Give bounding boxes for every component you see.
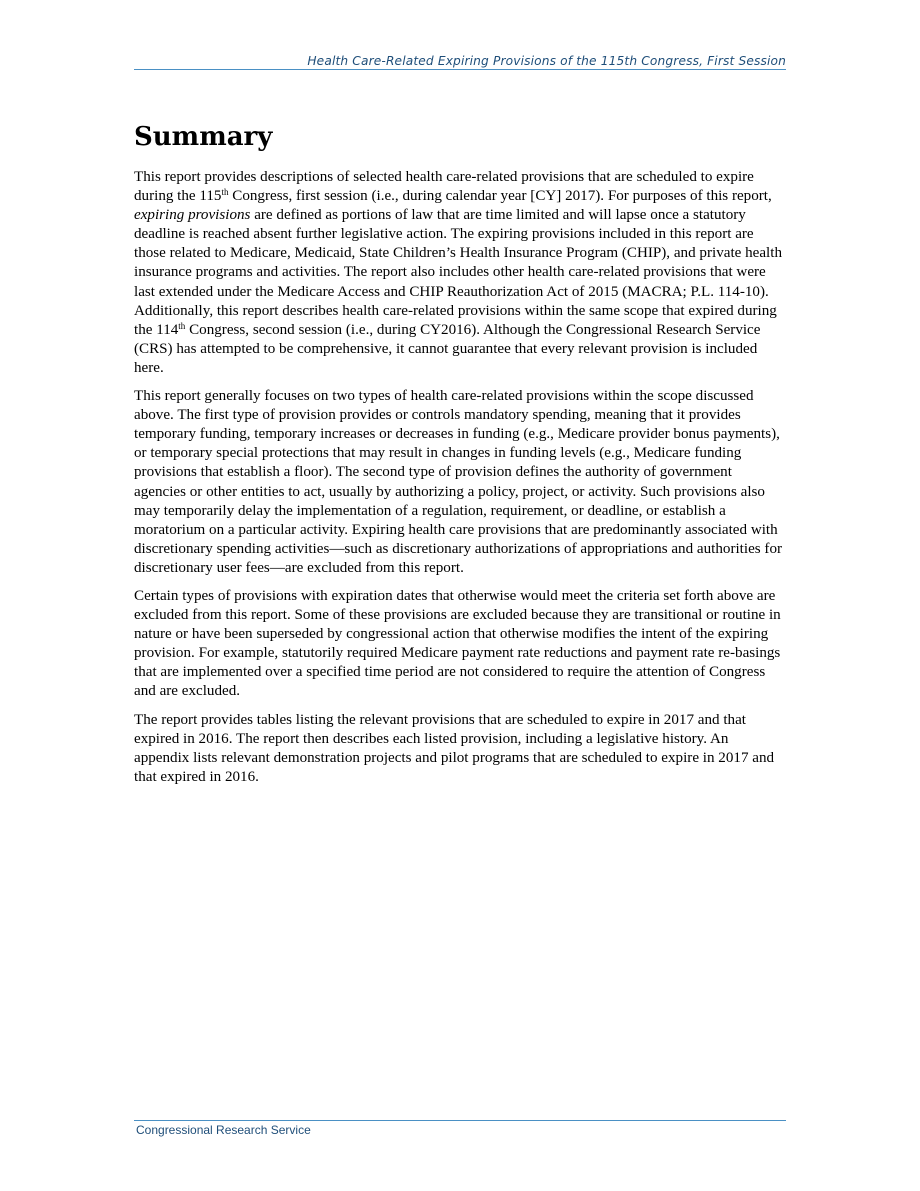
p1-text-3: are defined as portions of law that are time limited and will lapse once a statutory deadline is reached absent further legislative action. The expiring provisions included in this report are those related to Medicare, Medicaid, State Children’s Health Insurance Program (CHIP), and private health insurance programs and activities. The report also includes other health care-related provisions that were last extended under the Medicare Access and CHIP Reauthorization Act of 2015 (MACRA; P.L. 114-10). Additionally, this report describes health care-related provisions within the same scope that expired during the 114 bbox=[134, 207, 782, 338]
summary-paragraph-3: Certain types of provisions with expiration dates that otherwise would meet the criteria set forth above are excluded from this report. Some of these provisions are excluded because they are transitional or routine in nature or have been superseded by congressional action that otherwise modifies the intent of the expiring provision. For example, statutorily required Medicare payment rate reductions and payment rate re-basings that are implemented over a specified time period are not considered to require the attention of Congress and are excluded. bbox=[134, 587, 781, 700]
summary-paragraph-4: The report provides tables listing the relevant provisions that are scheduled to expire in 2017 and that expired in 2016. The report then describes each listed provision, including a legislative history. An appendix lists relevant demonstration projects and pilot programs that are scheduled to expire in 2017 and that expired in 2016. bbox=[134, 711, 775, 785]
p1-superscript-2: th bbox=[178, 320, 186, 331]
running-header-title: Health Care-Related Expiring Provisions of the 115th Congress, First Session bbox=[307, 54, 786, 68]
p1-text-1: This report provides descriptions of selected health care-related provisions that are scheduled to expire during the 115 bbox=[134, 169, 754, 205]
p1-emphasis-term: expiring provisions bbox=[134, 207, 251, 224]
p1-text-2: Congress, first session (i.e., during calendar year [CY] 2017). For purposes of this report, bbox=[228, 188, 772, 205]
summary-paragraph-1 bbox=[134, 168, 786, 378]
p1-superscript-1: th bbox=[221, 187, 229, 198]
header-rule bbox=[134, 69, 786, 70]
section-title: Summary bbox=[134, 122, 273, 152]
footer-organization: Congressional Research Service bbox=[136, 1123, 311, 1137]
footer-rule bbox=[134, 1120, 786, 1121]
summary-paragraph-2: This report generally focuses on two types of health care-related provisions within the scope discussed above. The first type of provision provides or controls mandatory spending, meaning that it provides temporary funding, temporary increases or decreases in funding (e.g., Medicare provider bonus payments), or temporary special protections that may result in changes in funding levels (e.g., Medicare funding provisions that establish a floor). The second type of provision defines the authority of government agencies or other entities to act, usually by authorizing a policy, project, or activity. Such provisions also may temporarily delay the implementation of a regulation, requirement, or deadline, or establish a moratorium on a particular activity. Expiring health care provisions that are predominantly associated with discretionary spending activities—such as discretionary authorizations of appropriations and authorities for discretionary user fees—are excluded from this report. bbox=[134, 388, 783, 576]
p1-text-4: Congress, second session (i.e., during CY2016). Although the Congressional Research Service (CRS) has attempted to be comprehensive, it cannot guarantee that every relevant provision is included here. bbox=[134, 321, 761, 376]
summary-body bbox=[134, 168, 786, 796]
